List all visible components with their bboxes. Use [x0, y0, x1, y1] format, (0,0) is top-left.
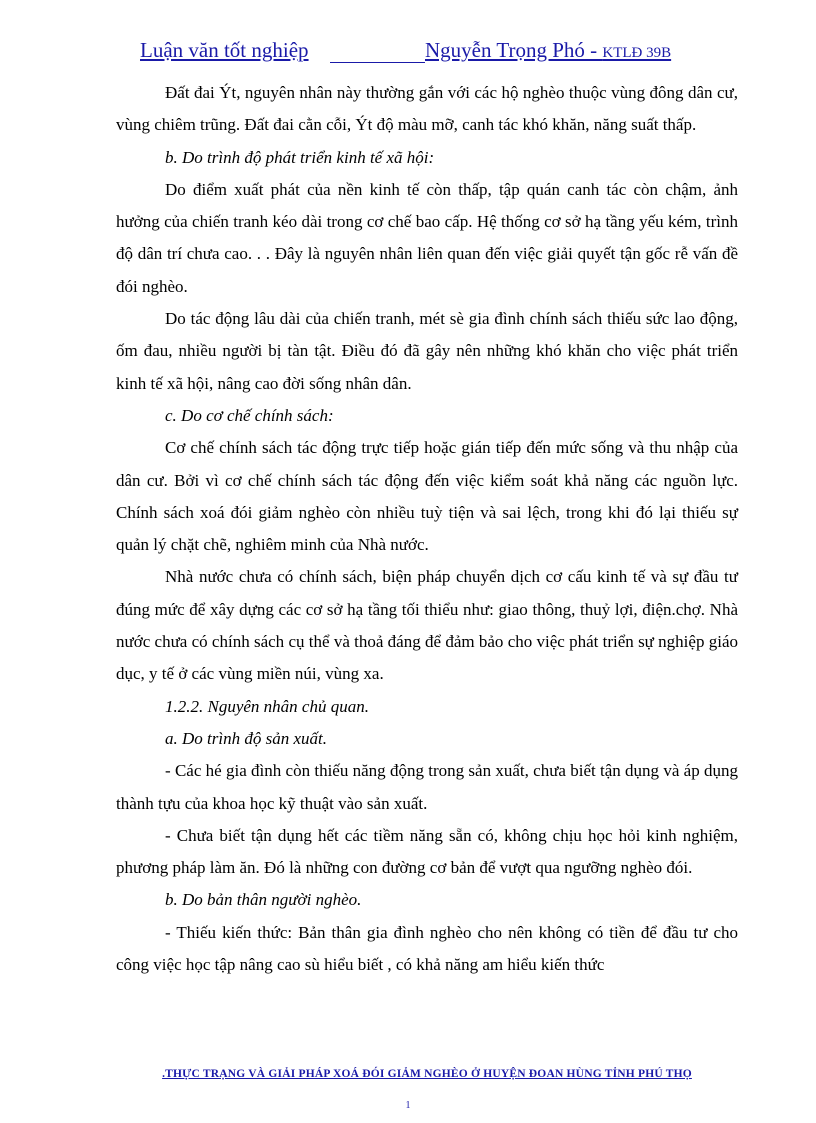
body-paragraph: - Chưa biết tận dụng hết các tiềm năng sẵn có, không chịu học hỏi kinh nghiệm, phương pháp làm ăn. Đó là những con đường cơ bản để vượt qua ngưỡng nghèo đói.: [116, 825, 738, 878]
header-underline-gap: [330, 62, 425, 63]
page-number: 1: [405, 1100, 411, 1111]
header-thesis-title: Luận văn tốt nghiệp: [140, 38, 309, 62]
section-heading: b. Do bản thân người nghèo.: [165, 890, 362, 910]
section-heading: a. Do trình độ sản xuất.: [165, 728, 327, 748]
header-author: [425, 38, 671, 63]
body-paragraph: Cơ chế chính sách tác động trực tiếp hoặc gián tiếp đến mức sống và thu nhập của dân cư. Bởi vì cơ chế chính sách tác động đến việc kiểm soát khả năng các nguồn lực. Chính sách xoá đói giảm nghèo còn nhiều tuỳ tiện và sai lệch, trong khi đó lại thiếu sự quản lý chặt chẽ, nghiêm minh của Nhà nước.: [116, 438, 738, 555]
body-paragraph: - Các hé gia đình còn thiếu năng động trong sản xuất, chưa biết tận dụng và áp dụng thành tựu của khoa học kỹ thuật vào sản xuất.: [116, 761, 738, 813]
section-heading: c. Do cơ chế chính sách:: [165, 405, 334, 425]
header-author-class: KTLĐ 39B: [602, 45, 672, 61]
document-body: [116, 77, 738, 981]
body-paragraph: - Thiếu kiến thức: Bản thân gia đình nghèo cho nên không có tiền để đầu tư cho công việc học tập nâng cao sù hiểu biết , có khả năng am hiểu kiến thức: [116, 922, 738, 975]
body-paragraph: Nhà nước chưa có chính sách, biện pháp chuyển dịch cơ cấu kinh tế và sự đầu tư đúng mức để xây dựng các cơ sở hạ tầng tối thiểu như: giao thông, thuỷ lợi, điện.chợ. Nhà nước chưa có chính sách cụ thể và thoả đáng để đảm bảo cho việc phát triển sự nghiệp giáo dục, y tế ở các vùng miền núi, vùng xa.: [116, 567, 738, 684]
page-header: [140, 38, 720, 68]
body-paragraph: Do tác động lâu dài của chiến tranh, mét sè gia đình chính sách thiếu sức lao động, ốm đau, nhiều người bị tàn tật. Điều đó đã gây nên những khó khăn cho việc phát triển kinh tế xã hội, nâng cao đời sống nhân dân.: [116, 309, 738, 393]
section-heading: b. Do trình độ phát triển kinh tế xã hội:: [165, 147, 435, 167]
body-paragraph: Đất đai Ýt, nguyên nhân này thường gắn với các hộ nghèo thuộc vùng đông dân cư, vùng chiêm trũng. Đất đai cằn cỗi, Ýt độ màu mỡ, canh tác khó khăn, năng suất thấp.: [116, 83, 738, 135]
body-paragraph: Do điểm xuất phát của nền kinh tế còn thấp, tập quán canh tác còn chậm, ảnh hưởng của chiến tranh kéo dài trong cơ chế bao cấp. Hệ thống cơ sở hạ tầng yếu kém, trình độ dân trí chưa cao. . . Đây là nguyên nhân liên quan đến việc giải quyết tận gốc rễ vấn đề đói nghèo.: [116, 179, 738, 296]
header-author-name: Nguyễn Trọng Phó -: [425, 38, 603, 62]
section-heading: 1.2.2. Nguyên nhân chủ quan.: [165, 696, 369, 716]
page-footer: .THỰC TRẠNG VÀ GIẢI PHÁP XOÁ ĐÓI GIẢM NGHÈO Ở HUYỆN ĐOAN HÙNG TỈNH PHÚ THỌ: [162, 1068, 692, 1080]
